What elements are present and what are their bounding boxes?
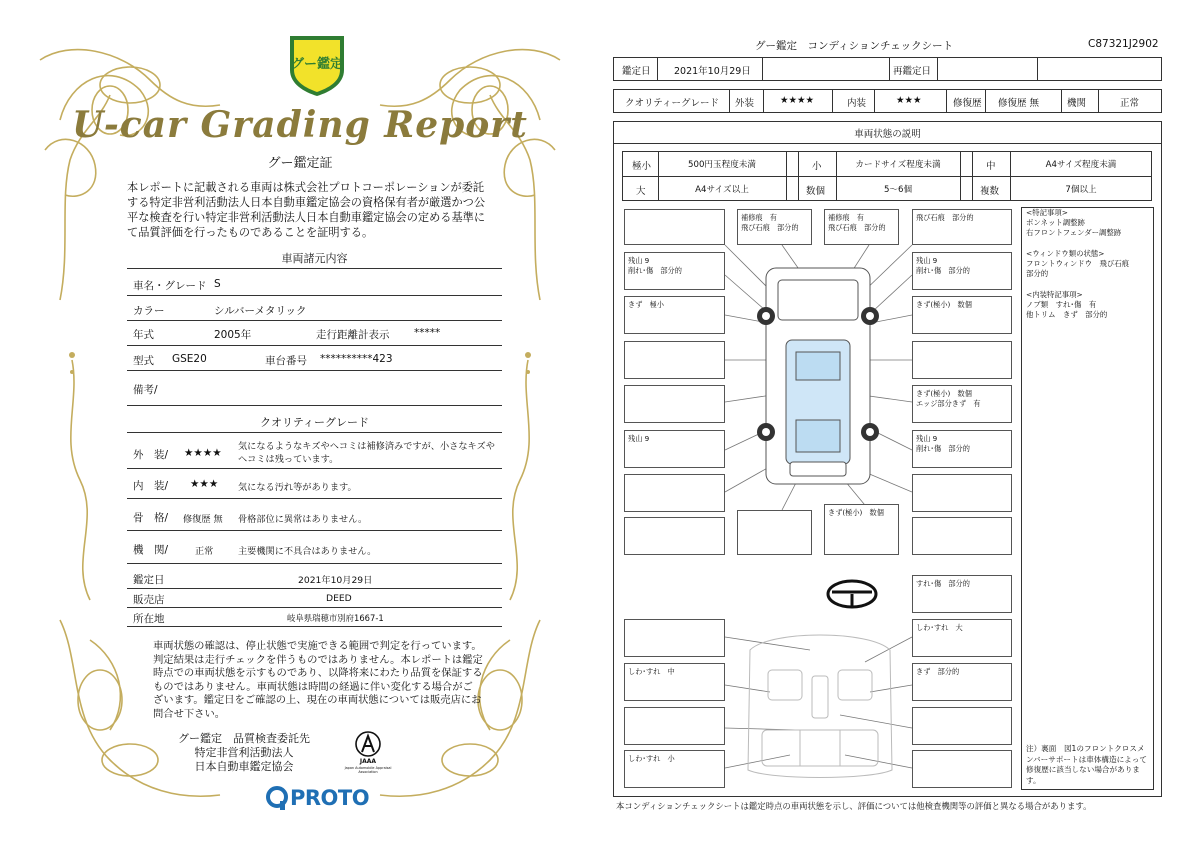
engine-value: 正常: [1120, 98, 1140, 109]
proto-logo: [266, 785, 376, 813]
quality-label: クオリティーグレード: [625, 98, 720, 109]
legend-label-1: 極小: [632, 161, 652, 172]
dealer-value: DEED: [326, 593, 352, 604]
exterior-label: 外 装/: [133, 449, 169, 461]
exterior-label: 外装: [735, 98, 755, 109]
inspect-box-26: [624, 707, 725, 745]
divider: [127, 320, 502, 321]
inspect-box-15: [624, 474, 725, 512]
inspect-box-22: [624, 619, 725, 657]
exterior-desc: 気になるようなキズやヘコミは補修済みですが、小さなキズやヘコミは残っています。: [238, 441, 495, 465]
jaaa-logo: [340, 730, 396, 778]
sheet-date-value: 2021年10月29日: [674, 66, 751, 77]
sheet-date-label: 鑑定日: [622, 66, 651, 77]
jaaa-label: JAAA: [359, 758, 377, 765]
inspect-box-23: しわ･すれ 大: [912, 619, 1012, 657]
divider: [127, 268, 502, 269]
inspect-box-11: [624, 385, 725, 423]
date-value: 2021年10月29日: [298, 575, 373, 586]
legend-value-5: 5～6個: [883, 185, 913, 195]
inspect-box-16: [912, 474, 1012, 512]
legend-value-6: 7個以上: [1065, 185, 1097, 195]
inspect-box-14: 残山 9 削れ･傷 部分的: [912, 430, 1012, 468]
inspect-box-25: きず 部分的: [912, 663, 1012, 701]
mileage-value: *****: [414, 327, 441, 339]
association-credit: [174, 732, 314, 774]
legend-value-1: 500円玉程度未満: [688, 160, 756, 170]
jaaa-subtitle: Japan Automobile Appraisal Association: [344, 766, 392, 774]
divider: [127, 295, 502, 296]
address-value: 岐阜県瑞穂市別府1667-1: [287, 613, 384, 623]
divider: [127, 607, 502, 608]
legend-label-2: 小: [812, 161, 822, 172]
inspect-box-28: しわ･すれ 小: [624, 750, 725, 788]
color-value: シルバーメタリック: [214, 305, 307, 317]
name-label: 車名・グレード: [133, 280, 207, 292]
script-title: U-car Grading Report: [72, 104, 528, 146]
inspect-box-21: すれ･傷 部分的: [912, 575, 1012, 613]
goo-kantei-badge: [286, 32, 348, 98]
inspect-box-5: 残山 9 削れ･傷 部分的: [624, 252, 725, 290]
chassis-value: **********423: [320, 353, 393, 365]
redate-label: 再鑑定日: [893, 66, 932, 77]
frame-label: 骨 格/: [133, 512, 169, 524]
inspect-box-27: [912, 707, 1012, 745]
interior-stars: ★★★: [190, 478, 219, 490]
inspect-box-4: 飛び石痕 部分的: [912, 209, 1012, 245]
sheet-footer: 本コンディションチェックシートは鑑定時点の車両状態を示し、評価については他検査機関等の評価と異なる場合があります。: [616, 801, 1092, 811]
divider: [127, 345, 502, 346]
year-label: 年式: [133, 329, 154, 341]
specs-heading: 車両諸元内容: [281, 252, 348, 265]
divider: [127, 563, 502, 564]
divider: [127, 405, 502, 406]
inspect-box-6: 残山 9 削れ･傷 部分的: [912, 252, 1012, 290]
remarks-text: <特記事項> ボンネット調整跡 右フロントフェンダー調整跡 <ウィンドウ類の状態> フロントウィンドウ 飛び石痕 部分的 <内装特記事項> ノブ類 すれ･傷 有 他トリム きず 部分的: [1026, 208, 1130, 320]
inspect-box-29: [912, 750, 1012, 788]
inspect-box-18: [737, 510, 812, 555]
name-value: S: [214, 278, 221, 290]
legend-value-2: カードサイズ程度未満: [855, 160, 941, 170]
color-label: カラー: [133, 305, 165, 317]
inspect-box-12: きず(極小) 数個 エッジ部分きず 有: [912, 385, 1012, 423]
certificate-title: グー鑑定証: [267, 156, 333, 171]
interior-label: 内装: [847, 98, 867, 109]
divider: [127, 588, 502, 589]
history-label: 修復歴: [953, 98, 982, 109]
dealer-label: 販売店: [133, 594, 165, 606]
divider: [127, 370, 502, 371]
interior-stars: ★★★: [896, 95, 922, 106]
inspect-box-3: 補修痕 有 飛び石痕 部分的: [824, 209, 899, 245]
divider: [127, 432, 502, 433]
interior-desc: 気になる汚れ等があります。: [238, 482, 357, 493]
legend-label-4: 大: [636, 186, 646, 197]
jaaa-emblem-icon: [340, 730, 396, 758]
inspect-box-19: きず(極小) 数個: [824, 504, 899, 555]
frame-value: 修復歴 無: [183, 514, 223, 525]
badge-text: グー鑑定: [290, 57, 344, 72]
inspect-box-1: [624, 209, 725, 245]
proto-mark-icon: [266, 785, 290, 811]
certificate-intro: 本レポートに記載される車両は株式会社プロトコーポレーションが委託する特定非営利活動法人日本自動車鑑定協会の資格保有者が厳選かつ公平な検査を行い特定非営利活動法人日本自動車鑑定協会の定める基準にて品質評価を行ったものであることを証明する。: [127, 181, 486, 239]
condition-check-sheet: [600, 0, 1200, 848]
proto-logo-text: PROTO: [290, 786, 370, 810]
engine-value: 正常: [195, 546, 214, 557]
legend-heading: 車両状態の説明: [854, 129, 921, 140]
address-label: 所在地: [133, 613, 165, 625]
year-value: 2005年: [214, 329, 252, 341]
divider: [127, 626, 502, 627]
legend-label-6: 複数: [980, 186, 1000, 197]
inspect-box-24: しわ･すれ 中: [624, 663, 725, 701]
engine-label: 機関: [1067, 98, 1087, 109]
history-value: 修復歴 無: [998, 98, 1040, 109]
exterior-stars: ★★★★: [184, 447, 222, 459]
chassis-label: 車台番号: [265, 355, 307, 367]
date-label: 鑑定日: [133, 574, 165, 586]
inspect-box-2: 補修痕 有 飛び石痕 部分的: [737, 209, 812, 245]
assoc-line-2: 特定非営利活動法人: [194, 746, 294, 759]
legend-value-4: A4サイズ以上: [695, 185, 749, 195]
inspect-box-7: きず 極小: [624, 296, 725, 334]
inspect-box-8: きず(極小) 数個: [912, 296, 1012, 334]
legend-value-3: A4サイズ程度未満: [1045, 160, 1117, 170]
assoc-line-1: グー鑑定 品質検査委託先: [178, 732, 310, 745]
exterior-stars: ★★★★: [780, 95, 815, 106]
inspect-box-17: [624, 517, 725, 555]
divider: [127, 468, 502, 469]
engine-label: 機 関/: [133, 544, 169, 556]
inspect-box-13: 残山 9: [624, 430, 725, 468]
frame-desc: 骨格部位に異常はありません。: [238, 514, 368, 525]
sheet-code: C87321J2902: [1088, 38, 1159, 50]
remarks-label: 備考/: [133, 384, 158, 396]
interior-label: 内 装/: [133, 480, 169, 492]
assoc-line-3: 日本自動車鑑定協会: [194, 760, 294, 773]
disclaimer-notes: 車両状態の確認は、停止状態で実施できる範囲で判定を行っています。判定結果は走行チェックを伴うものではありません。本レポートは鑑定時点での車両状態を示すものであり、以降将来にわたり品質を保証するものではありません。車両状態は時間の経過に伴い変化する場合がございます。鑑定日をご確認の上、現在の車両状態については販売店にお問合せ下さい。: [153, 640, 483, 720]
quality-heading: クオリティーグレード: [260, 416, 369, 429]
inspect-box-20: [912, 517, 1012, 555]
engine-desc: 主要機関に不具合はありません。: [238, 546, 377, 557]
divider: [127, 498, 502, 499]
structure-note: 注）裏面 図1のフロントクロスメンバーサポートは車体構造によって修復歴に該当しない場合があります。: [1026, 744, 1147, 785]
divider: [127, 530, 502, 531]
inspect-box-9: [624, 341, 725, 379]
mileage-label: 走行距離計表示: [316, 329, 390, 341]
steering-wheel-icon: [828, 581, 876, 607]
model-value: GSE20: [172, 353, 207, 365]
sheet-title: グー鑑定 コンディションチェックシート: [755, 40, 954, 52]
inspect-box-10: [912, 341, 1012, 379]
legend-label-5: 数個: [806, 186, 826, 197]
legend-label-3: 中: [986, 161, 996, 172]
model-label: 型式: [133, 355, 154, 367]
